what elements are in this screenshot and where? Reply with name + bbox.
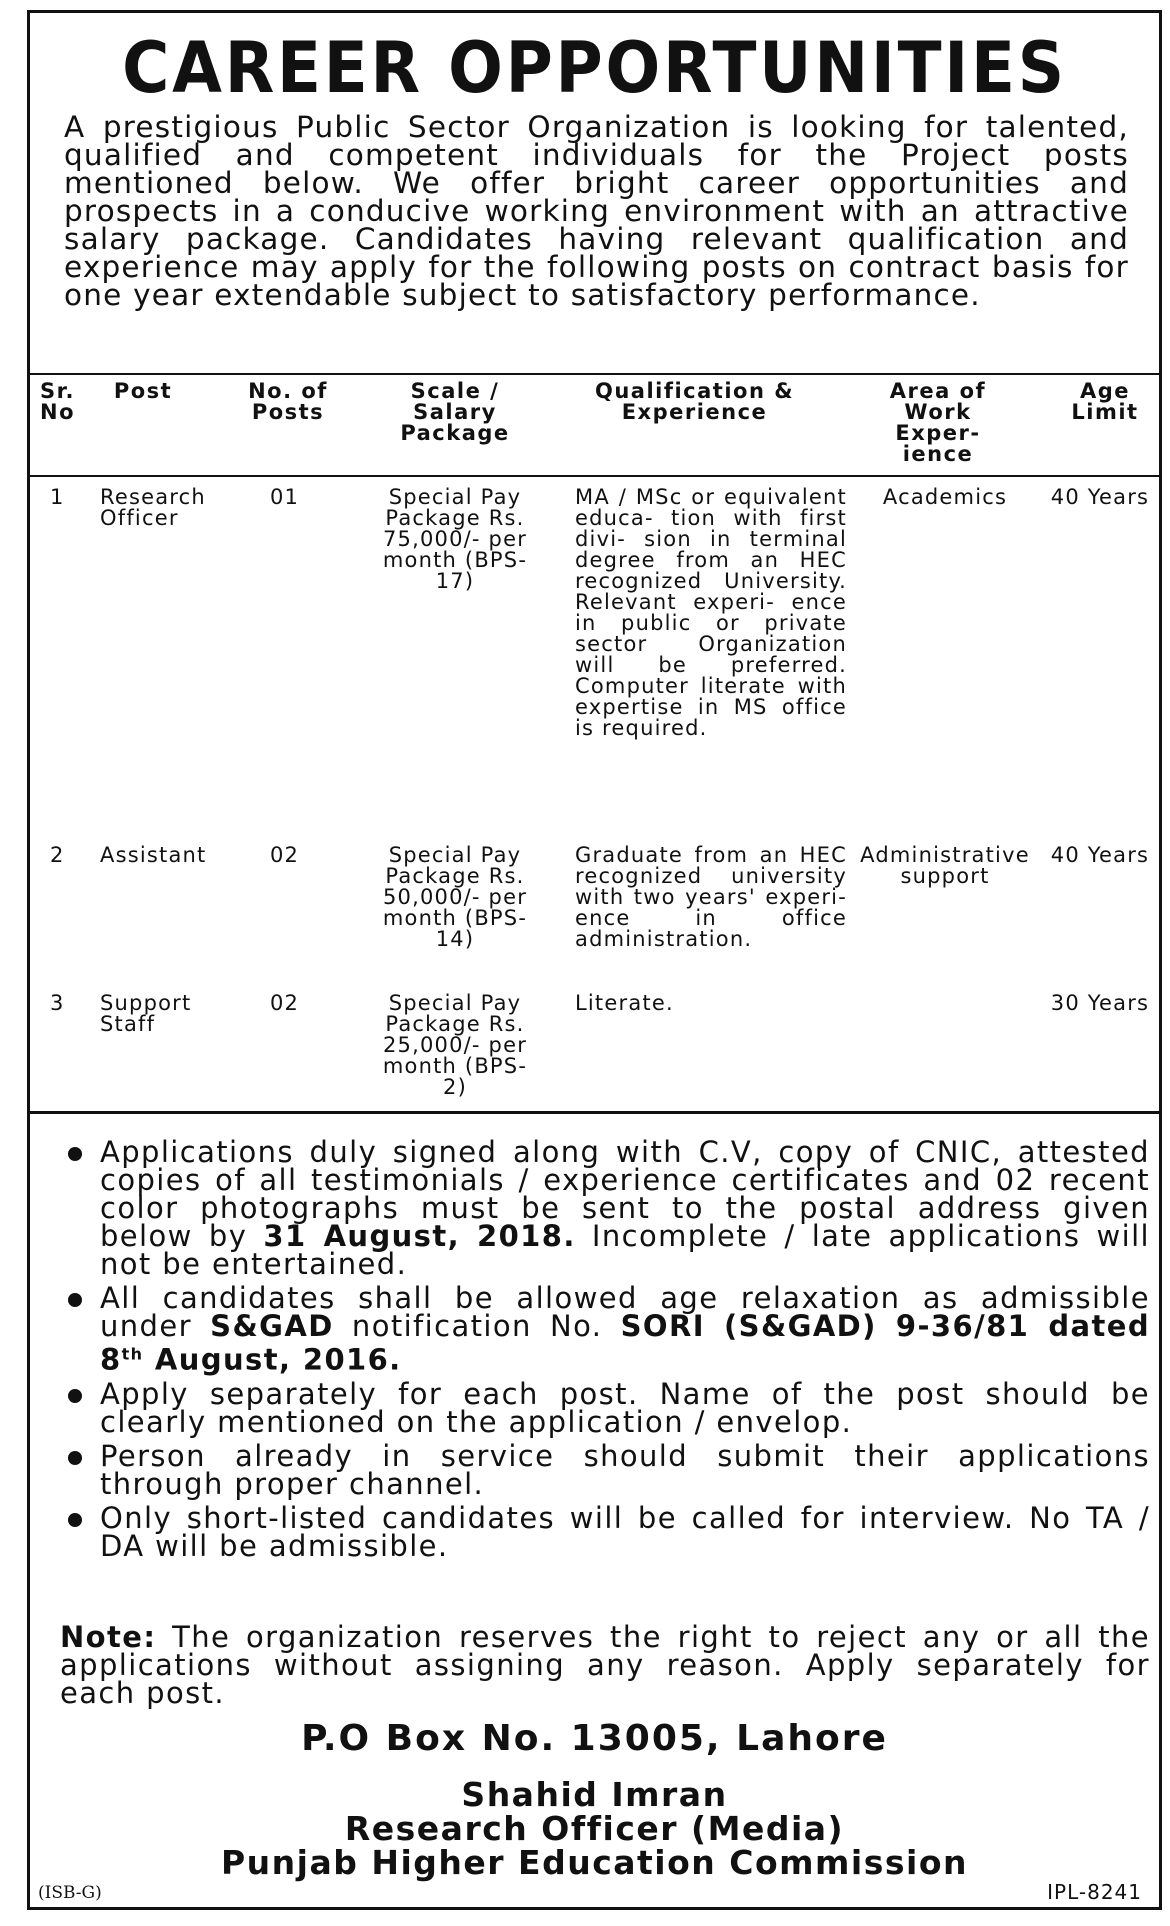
row-post: Research Officer: [100, 485, 206, 530]
postal-address: P.O Box No. 13005, Lahore: [301, 1718, 888, 1759]
advertisement-frame: [27, 10, 1162, 1910]
row-posts: 02: [270, 843, 300, 867]
deadline-date: 31 August, 2018.: [263, 1219, 576, 1253]
row-sr: 3: [50, 991, 65, 1015]
row-sr: 1: [50, 485, 65, 509]
row-qualification: Graduate from an HEC recognized university with two years' experi- ence in office administration.: [575, 843, 847, 951]
row-area: Administrative support: [860, 843, 1030, 888]
table-top-rule: [30, 373, 1159, 375]
list-item: Person already in service should submit their applications through proper channel.: [60, 1442, 1150, 1498]
header-qualification: Qualification & Experience: [594, 379, 795, 424]
row-qualification: Literate.: [575, 991, 674, 1015]
publisher-code-right: IPL-8241: [1047, 1880, 1142, 1904]
note-paragraph: Note: The organization reserves the right to reject any or all the applications without assigning any reason. Apply separately for each post.: [60, 1620, 1150, 1710]
list-item: Applications duly signed along with C.V, copy of CNIC, attested copies of all testimonials / experience certificates and 02 recent color photographs must be sent to the postal address given below by 31 August, 2018. Incomplete / late applications will not be entertained.: [60, 1138, 1150, 1278]
row-scale: Special Pay Package Rs. 25,000/- per month (BPS-2): [382, 991, 528, 1099]
list-item: Apply separately for each post. Name of the post should be clearly mentioned on the application / envelop.: [60, 1380, 1150, 1436]
note-label: Note:: [60, 1620, 157, 1654]
signatory-name: Shahid Imran: [461, 1775, 728, 1814]
header-post: Post: [113, 379, 173, 403]
row-age: 40 Years: [1050, 843, 1150, 867]
header-scale-salary: Scale / Salary Package: [400, 379, 510, 445]
intro-paragraph: A prestigious Public Sector Organization is looking for talented, qualified and competent individuals for the Project posts mentioned below. We offer bright career opportunities and prospects in a conducive working environment with an attractive salary package. Candidates having relevant qualification and experience may apply for the following posts on contract basis for one year extendable subject to satisfactory performance.: [64, 110, 1129, 312]
list-item: Only short-listed candidates will be called for interview. No TA / DA will be admissible.: [60, 1504, 1150, 1560]
publisher-code-left: (ISB-G): [38, 1883, 102, 1903]
row-scale: Special Pay Package Rs. 50,000/- per month (BPS-14): [382, 843, 528, 951]
row-sr: 2: [50, 843, 65, 867]
signatory-block: [30, 1775, 1159, 1882]
row-scale: Special Pay Package Rs. 75,000/- per month (BPS-17): [382, 485, 528, 593]
bullet-icon: [68, 1513, 82, 1527]
row-age: 30 Years: [1050, 991, 1150, 1015]
conditions-list: [60, 1135, 1150, 1566]
page-title: CAREER OPPORTUNITIES: [122, 27, 1067, 109]
header-no-of-posts: No. of Posts: [248, 379, 328, 424]
header-age-limit: Age Limit: [1071, 379, 1139, 424]
header-sr-no: Sr. No: [40, 379, 76, 424]
signatory-organization: Punjab Higher Education Commission: [220, 1843, 968, 1882]
bullet-icon: [68, 1147, 82, 1161]
row-posts: 01: [270, 485, 300, 509]
row-age: 40 Years: [1050, 485, 1150, 509]
row-qualification: MA / MSc or equivalent educa- tion with first divi- sion in terminal degree from an HEC recognized University. Relevant experi- ence in public or private sector Organization will be preferred. Computer literate with expertise in MS office is required.: [575, 485, 847, 740]
signatory-designation: Research Officer (Media): [344, 1809, 845, 1848]
bullet-icon: [68, 1451, 82, 1465]
header-bottom-rule: [30, 475, 1159, 477]
row-posts: 02: [270, 991, 300, 1015]
row-post: Support Staff: [100, 991, 192, 1036]
list-item: All candidates shall be allowed age relaxation as admissible under S&GAD notification No. SORI (S&GAD) 9-36/81 dated 8th August, 2016.: [60, 1284, 1150, 1374]
table-bottom-rule: [30, 1111, 1159, 1114]
header-area-of-work: Area of Work Exper- ience: [889, 379, 987, 466]
row-area: Academics: [882, 485, 1008, 509]
bullet-icon: [68, 1389, 82, 1403]
bullet-icon: [68, 1293, 82, 1307]
row-post: Assistant: [100, 843, 207, 867]
